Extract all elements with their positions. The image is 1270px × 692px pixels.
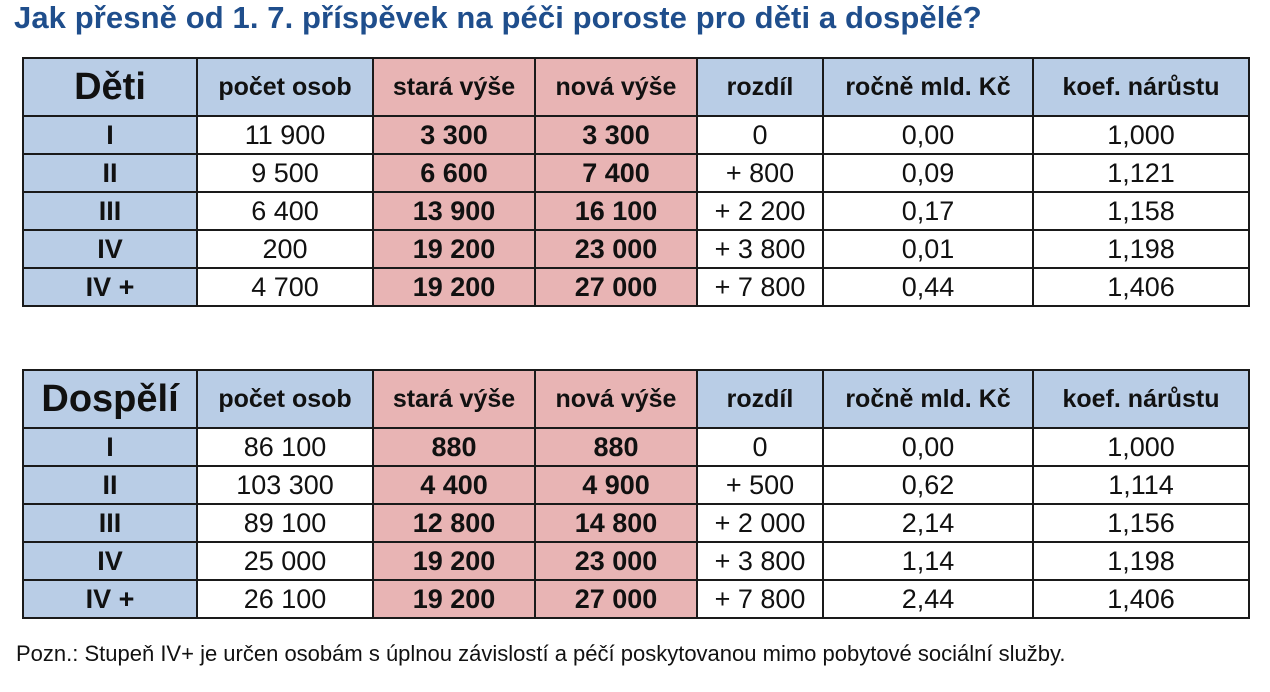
column-header-new-amount: nová výše <box>535 58 697 116</box>
table-deti <box>22 57 1250 307</box>
table-header-row <box>23 58 1249 116</box>
cell-new-amount: 7 400 <box>535 154 697 192</box>
cell-annual-billion: 0,09 <box>823 154 1033 192</box>
cell-difference: + 3 800 <box>697 542 823 580</box>
cell-count: 103 300 <box>197 466 373 504</box>
footnote: Pozn.: Stupeň IV+ je určen osobám s úplnou závislostí a péčí poskytovanou mimo pobytové sociální služby. <box>16 641 1066 666</box>
column-header-growth-coef: koef. nárůstu <box>1033 370 1249 428</box>
column-header-annual-billion: ročně mld. Kč <box>823 370 1033 428</box>
group-heading: Dospělí <box>23 370 197 428</box>
cell-growth-coef: 1,000 <box>1033 428 1249 466</box>
cell-difference: 0 <box>697 116 823 154</box>
cell-count: 9 500 <box>197 154 373 192</box>
cell-old-amount: 13 900 <box>373 192 535 230</box>
column-header-difference: rozdíl <box>697 370 823 428</box>
cell-growth-coef: 1,000 <box>1033 116 1249 154</box>
cell-difference: + 500 <box>697 466 823 504</box>
table-row <box>23 466 1249 504</box>
table-row <box>23 504 1249 542</box>
column-header-count: počet osob <box>197 58 373 116</box>
column-header-difference: rozdíl <box>697 58 823 116</box>
cell-growth-coef: 1,406 <box>1033 580 1249 618</box>
page-title: Jak přesně od 1. 7. příspěvek na péči poroste pro děti a dospělé? <box>14 0 982 35</box>
cell-new-amount: 14 800 <box>535 504 697 542</box>
column-header-annual-billion: ročně mld. Kč <box>823 58 1033 116</box>
cell-new-amount: 23 000 <box>535 230 697 268</box>
cell-count: 200 <box>197 230 373 268</box>
cell-old-amount: 19 200 <box>373 580 535 618</box>
level-cell: II <box>23 154 197 192</box>
column-header-count: počet osob <box>197 370 373 428</box>
column-header-growth-coef: koef. nárůstu <box>1033 58 1249 116</box>
column-header-old-amount: stará výše <box>373 58 535 116</box>
cell-growth-coef: 1,156 <box>1033 504 1249 542</box>
cell-difference: 0 <box>697 428 823 466</box>
cell-old-amount: 19 200 <box>373 542 535 580</box>
cell-new-amount: 3 300 <box>535 116 697 154</box>
cell-old-amount: 3 300 <box>373 116 535 154</box>
cell-new-amount: 23 000 <box>535 542 697 580</box>
group-heading: Děti <box>23 58 197 116</box>
cell-old-amount: 19 200 <box>373 230 535 268</box>
cell-new-amount: 27 000 <box>535 268 697 306</box>
level-cell: III <box>23 504 197 542</box>
cell-new-amount: 880 <box>535 428 697 466</box>
level-cell: IV + <box>23 268 197 306</box>
level-cell: IV <box>23 542 197 580</box>
cell-annual-billion: 0,62 <box>823 466 1033 504</box>
cell-count: 26 100 <box>197 580 373 618</box>
cell-difference: + 2 000 <box>697 504 823 542</box>
table-header-row <box>23 370 1249 428</box>
cell-old-amount: 12 800 <box>373 504 535 542</box>
cell-growth-coef: 1,198 <box>1033 542 1249 580</box>
cell-difference: + 3 800 <box>697 230 823 268</box>
cell-growth-coef: 1,158 <box>1033 192 1249 230</box>
cell-new-amount: 4 900 <box>535 466 697 504</box>
table-row <box>23 116 1249 154</box>
cell-difference: + 800 <box>697 154 823 192</box>
cell-count: 6 400 <box>197 192 373 230</box>
cell-count: 89 100 <box>197 504 373 542</box>
cell-old-amount: 4 400 <box>373 466 535 504</box>
level-cell: II <box>23 466 197 504</box>
cell-new-amount: 27 000 <box>535 580 697 618</box>
cell-annual-billion: 0,17 <box>823 192 1033 230</box>
table-row <box>23 192 1249 230</box>
cell-old-amount: 880 <box>373 428 535 466</box>
cell-annual-billion: 0,00 <box>823 428 1033 466</box>
cell-annual-billion: 1,14 <box>823 542 1033 580</box>
cell-count: 11 900 <box>197 116 373 154</box>
level-cell: IV <box>23 230 197 268</box>
table-row <box>23 154 1249 192</box>
cell-growth-coef: 1,198 <box>1033 230 1249 268</box>
table-row <box>23 230 1249 268</box>
level-cell: III <box>23 192 197 230</box>
cell-growth-coef: 1,121 <box>1033 154 1249 192</box>
cell-count: 86 100 <box>197 428 373 466</box>
cell-annual-billion: 0,00 <box>823 116 1033 154</box>
column-header-new-amount: nová výše <box>535 370 697 428</box>
cell-count: 4 700 <box>197 268 373 306</box>
table-dospeli <box>22 369 1250 619</box>
table-row <box>23 428 1249 466</box>
cell-annual-billion: 0,01 <box>823 230 1033 268</box>
table-row <box>23 268 1249 306</box>
cell-old-amount: 19 200 <box>373 268 535 306</box>
level-cell: IV + <box>23 580 197 618</box>
cell-old-amount: 6 600 <box>373 154 535 192</box>
cell-annual-billion: 2,14 <box>823 504 1033 542</box>
column-header-old-amount: stará výše <box>373 370 535 428</box>
cell-difference: + 7 800 <box>697 268 823 306</box>
cell-difference: + 2 200 <box>697 192 823 230</box>
cell-count: 25 000 <box>197 542 373 580</box>
table-row <box>23 580 1249 618</box>
cell-difference: + 7 800 <box>697 580 823 618</box>
cell-growth-coef: 1,114 <box>1033 466 1249 504</box>
level-cell: I <box>23 116 197 154</box>
cell-annual-billion: 0,44 <box>823 268 1033 306</box>
table-row <box>23 542 1249 580</box>
level-cell: I <box>23 428 197 466</box>
cell-new-amount: 16 100 <box>535 192 697 230</box>
cell-annual-billion: 2,44 <box>823 580 1033 618</box>
cell-growth-coef: 1,406 <box>1033 268 1249 306</box>
